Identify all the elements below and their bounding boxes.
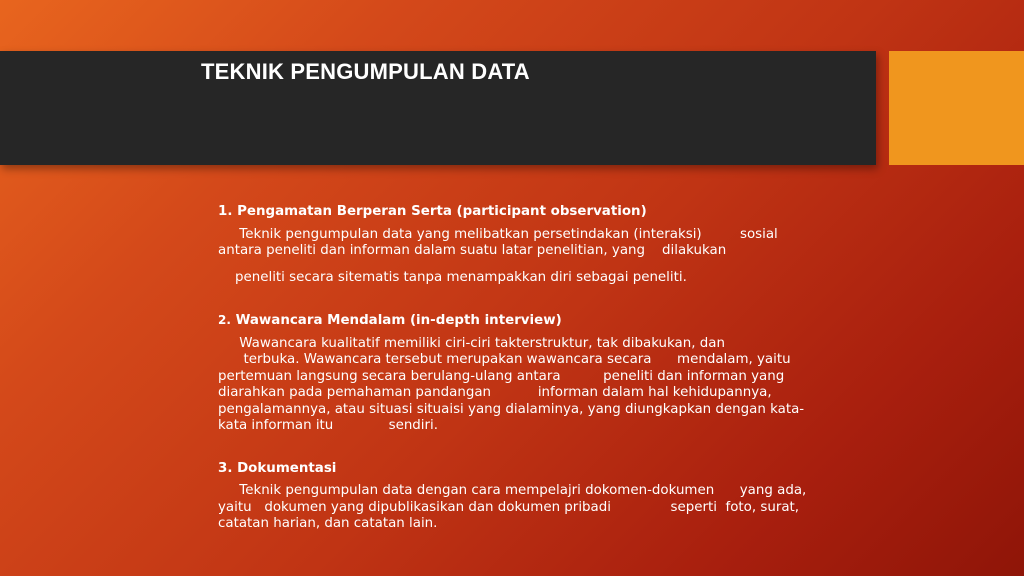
- slide-title: TEKNIK PENGUMPULAN DATA: [201, 59, 530, 84]
- section-line: pengalamannya, atau situasi situaisi yang dialaminya, yang diungkapkan dengan kata-: [218, 401, 805, 417]
- section-in-depth-interview: [218, 312, 888, 435]
- section-participant-observation: [218, 204, 888, 286]
- section-heading: 1. Pengamatan Berperan Serta (participant observation): [218, 204, 647, 219]
- section-line: peneliti secara sitematis tanpa menampakkan diri sebagai peneliti.: [218, 269, 687, 285]
- section-line: Teknik pengumpulan data yang melibatkan persetindakan (interaksi) sosial: [218, 226, 778, 242]
- section-documentation: [218, 461, 888, 533]
- accent-block: [889, 51, 1024, 165]
- section-heading-text: Wawancara Mendalam (in-depth interview): [235, 313, 562, 328]
- section-heading: [218, 312, 888, 330]
- section-line: catatan harian, dan catatan lain.: [218, 516, 438, 531]
- section-line: Wawancara kualitatif memiliki ciri-ciri takterstruktur, tak dibakukan, dan: [218, 335, 725, 351]
- section-line: antara peneliti dan informan dalam suatu latar penelitian, yang dilakukan: [218, 243, 727, 258]
- section-number: 2.: [218, 313, 231, 327]
- title-bar: [0, 51, 876, 165]
- section-line: pertemuan langsung secara berulang-ulang antara peneliti dan informan yang: [218, 368, 785, 384]
- slide-content: [218, 204, 888, 533]
- section-line: yaitu dokumen yang dipublikasikan dan dokumen pribadi seperti foto, surat,: [218, 499, 800, 515]
- section-line: terbuka. Wawancara tersebut merupakan wawancara secara mendalam, yaitu: [218, 352, 791, 367]
- section-line: diarahkan pada pemahaman pandangan informan dalam hal kehidupannya,: [218, 385, 772, 400]
- section-line: Teknik pengumpulan data dengan cara mempelajri dokomen-dokumen yang ada,: [218, 483, 807, 498]
- section-heading: 3. Dokumentasi: [218, 460, 337, 476]
- section-line: kata informan itu sendiri.: [218, 418, 439, 433]
